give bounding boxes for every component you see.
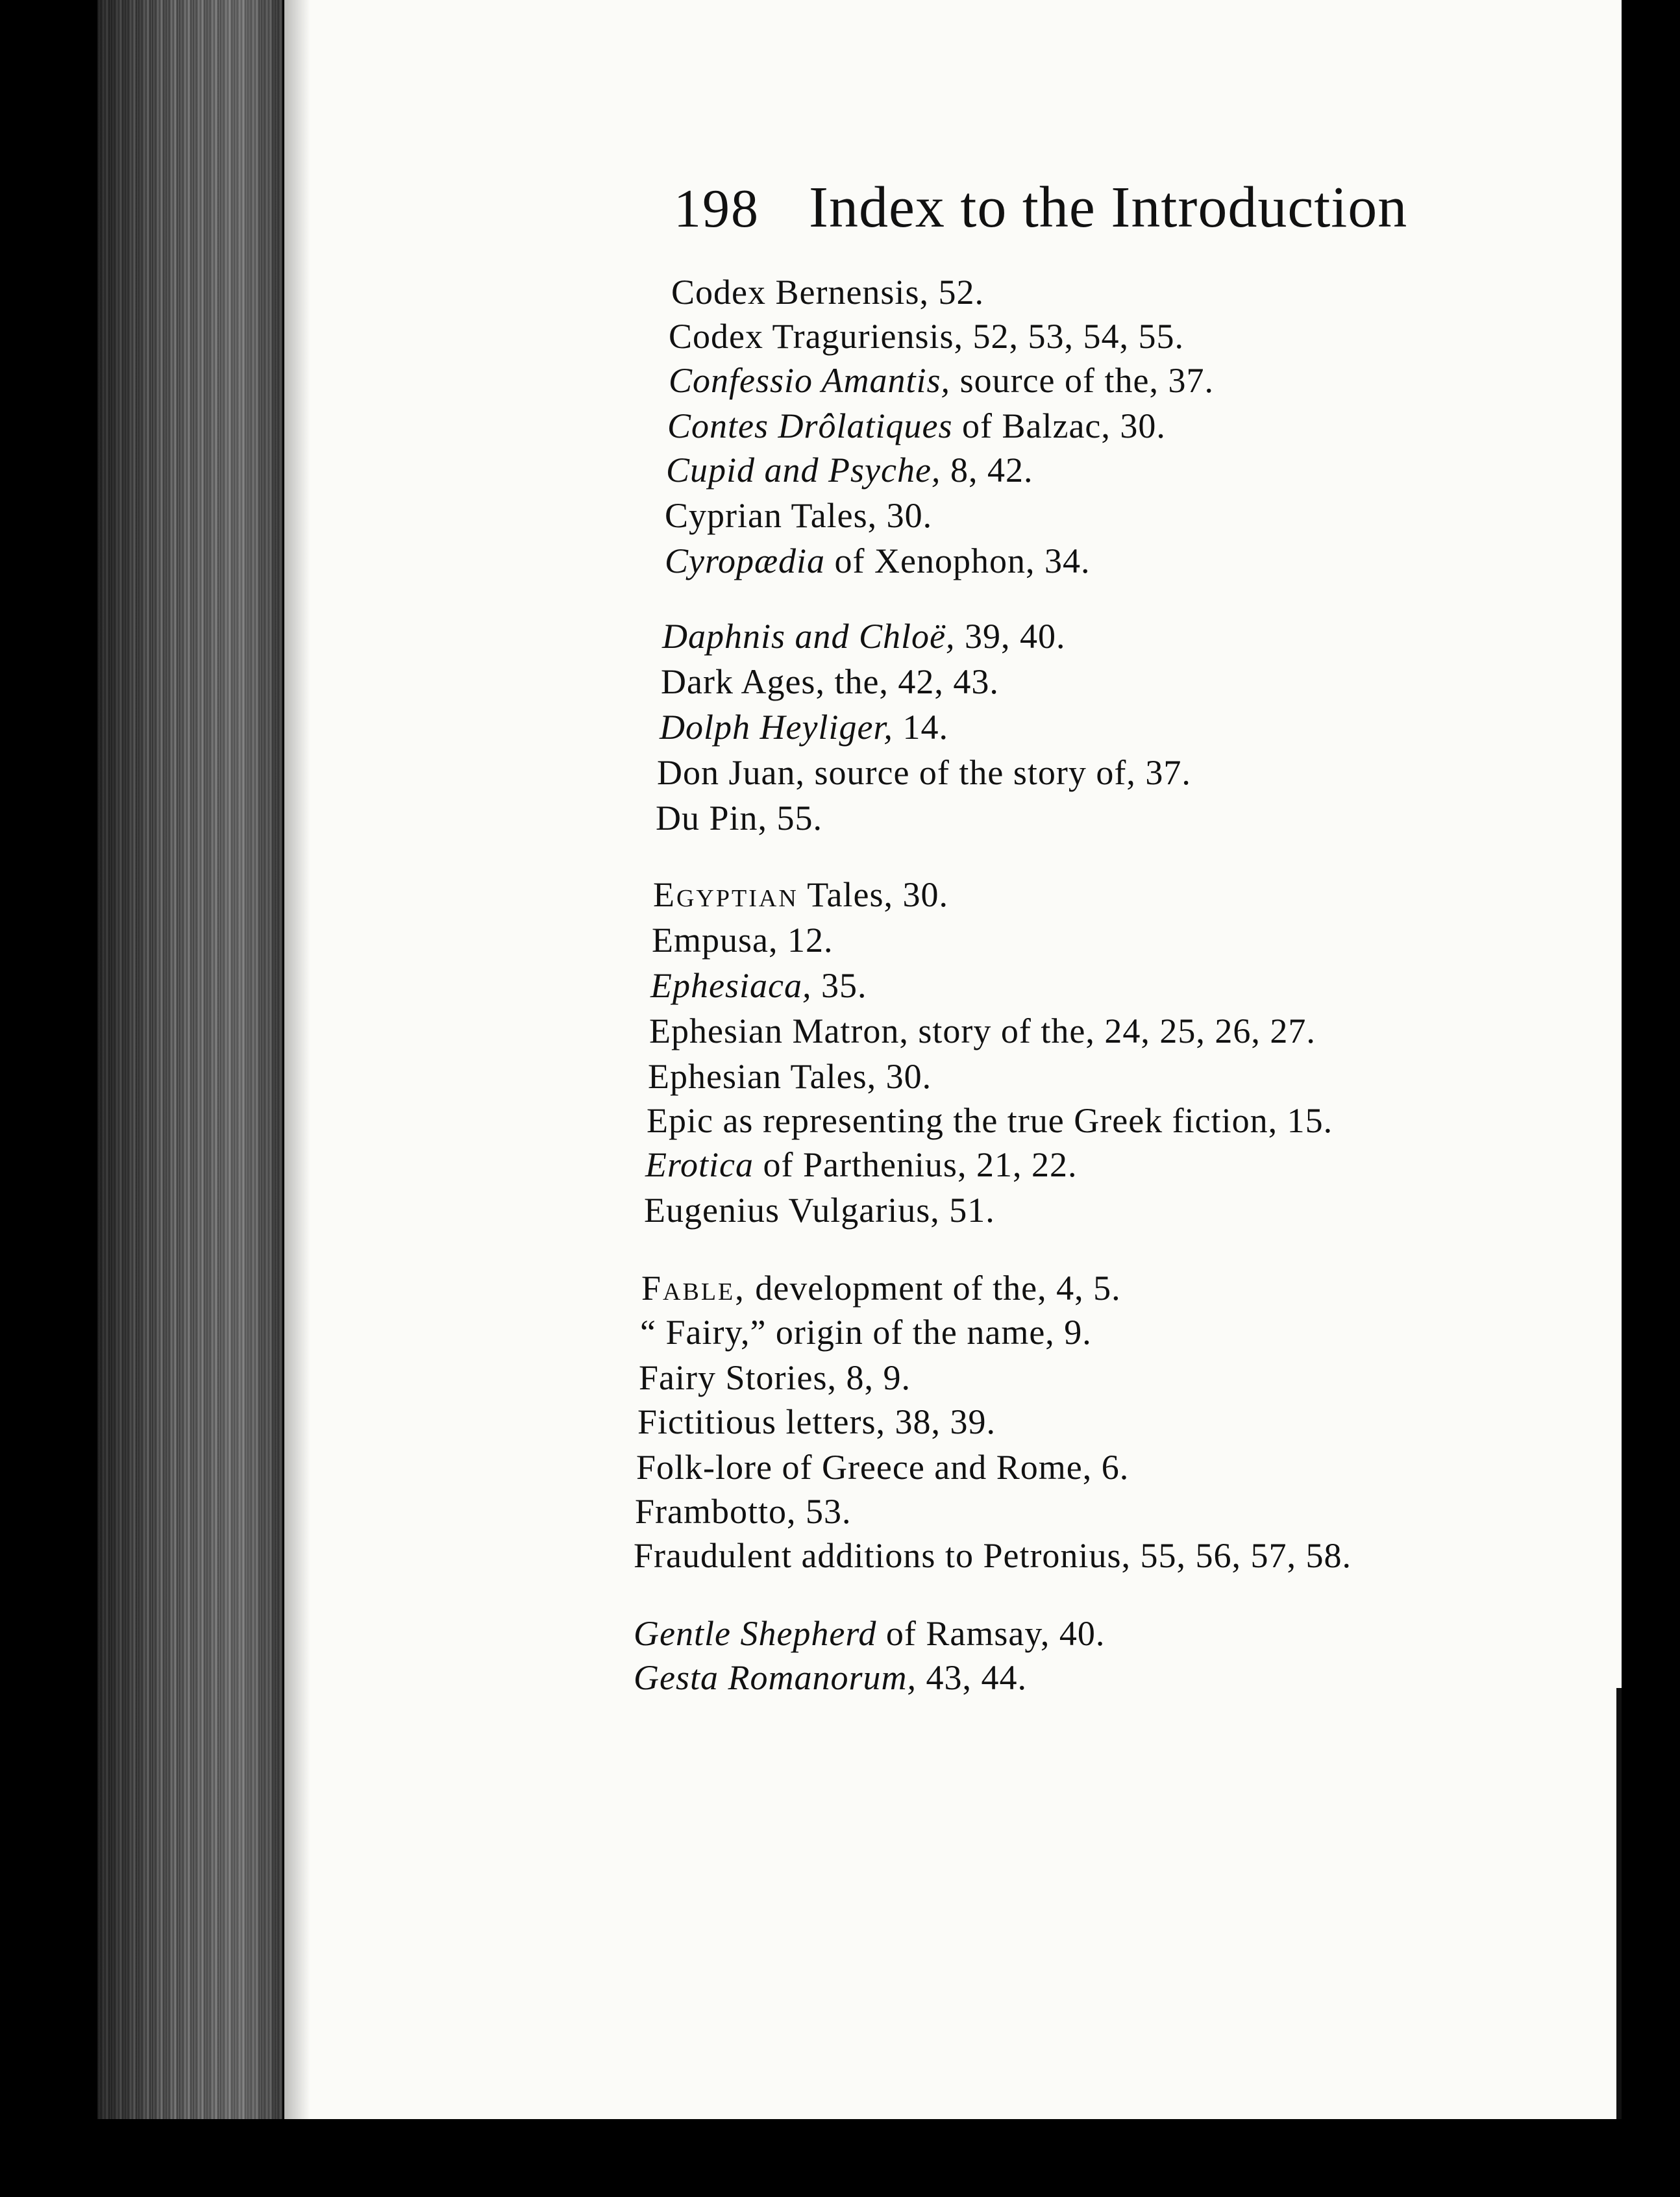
index-entry: Don Juan, source of the story of, 37. [657, 753, 1191, 792]
index-entry: Confessio Amantis, source of the, 37. [669, 361, 1214, 400]
index-entry: Cyropædia of Xenophon, 34. [665, 541, 1091, 580]
index-entry: Fable, development of the, 4, 5. [641, 1269, 1121, 1308]
index-entry: Cyprian Tales, 30. [665, 496, 933, 535]
index-entry: Frambotto, 53. [635, 1492, 852, 1531]
index-entry: Fictitious letters, 38, 39. [637, 1402, 996, 1441]
index-entry: Empusa, 12. [652, 921, 834, 960]
index-entry: Dark Ages, the, 42, 43. [661, 662, 999, 701]
index-entry: Codex Traguriensis, 52, 53, 54, 55. [669, 317, 1185, 356]
index-entry: Eugenius Vulgarius, 51. [644, 1191, 995, 1230]
index-entry: Gentle Shepherd of Ramsay, 40. [634, 1614, 1106, 1653]
index-entry: Egyptian Tales, 30. [653, 875, 948, 914]
index-entry: Contes Drôlatiques of Balzac, 30. [667, 406, 1166, 445]
index-entry: Du Pin, 55. [656, 799, 823, 838]
index-entry: Fraudulent additions to Petronius, 55, 56, 57, 58. [634, 1536, 1352, 1575]
index-entry: Erotica of Parthenius, 21, 22. [645, 1145, 1078, 1184]
page-number: 198 [674, 179, 760, 239]
index-entry: Gesta Romanorum, 43, 44. [634, 1658, 1027, 1697]
index-entry: “ Fairy,” origin of the name, 9. [640, 1313, 1092, 1352]
index-entry: Ephesiaca, 35. [650, 966, 867, 1005]
index-entry: Ephesian Matron, story of the, 24, 25, 26, 27. [649, 1012, 1316, 1050]
index-entry: Dolph Heyliger, 14. [660, 708, 948, 747]
index-entry: Cupid and Psyche, 8, 42. [666, 451, 1033, 490]
index-entry: Codex Bernensis, 52. [671, 273, 984, 312]
index-entry: Daphnis and Chloë, 39, 40. [662, 617, 1066, 656]
index-entry: Ephesian Tales, 30. [648, 1057, 932, 1096]
index-entry: Fairy Stories, 8, 9. [639, 1358, 911, 1397]
page-title: Index to the Introduction [809, 175, 1408, 240]
index-entry: Folk-lore of Greece and Rome, 6. [636, 1448, 1130, 1487]
index-entry: Epic as representing the true Greek fiction, 15. [647, 1101, 1333, 1140]
